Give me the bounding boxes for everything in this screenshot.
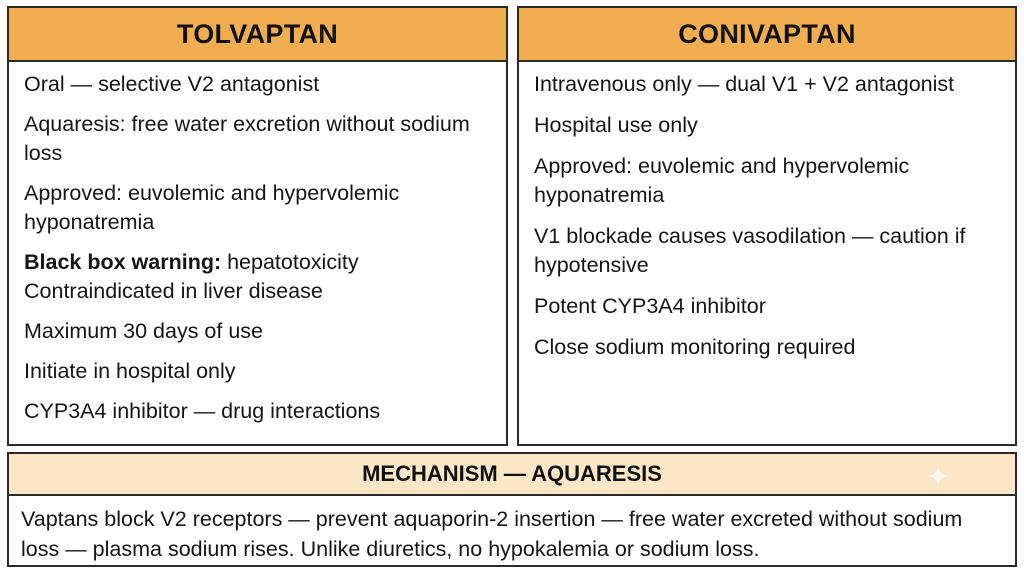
conivaptan-item-text: V1 blockade causes vasodilation — caution if hypotensive [534,224,966,277]
tolvaptan-item [24,397,492,426]
tolvaptan-item-lead: Approved: [24,181,123,205]
tolvaptan-item-text: Aquaresis: free water excretion without sodium loss [24,112,470,165]
conivaptan-item-text: Close sodium monitoring required [534,335,856,359]
conivaptan-item [534,70,1001,99]
tolvaptan-item [24,357,492,386]
tolvaptan-list [9,62,506,426]
conivaptan-item-text: euvolemic and hypervolemic hyponatremia [534,154,910,207]
tolvaptan-item-text: Initiate in hospital only [24,359,236,383]
conivaptan-item-text: Intravenous only — dual V1 + V2 antagonist [534,72,955,96]
tolvaptan-item [24,110,492,168]
tolvaptan-item-text: CYP3A4 inhibitor — drug interactions [24,399,381,423]
tolvaptan-item [24,70,492,99]
tolvaptan-item-text: Maximum 30 days of use [24,319,263,343]
tolvaptan-panel [7,6,508,446]
conivaptan-item [534,222,1001,280]
conivaptan-item-text: Potent CYP3A4 inhibitor [534,294,766,318]
conivaptan-item-lead: Approved: [534,154,633,178]
conivaptan-panel [517,6,1017,446]
mechanism-panel [7,452,1017,567]
conivaptan-list [519,62,1015,362]
tolvaptan-item-text: Oral — selective V2 antagonist [24,72,320,96]
tolvaptan-item-text: euvolemic and hypervolemic hyponatremia [24,181,400,234]
tolvaptan-item [24,317,492,346]
conivaptan-item [534,333,1001,362]
conivaptan-title: CONIVAPTAN [519,8,1015,62]
tolvaptan-item-text: hepatotoxicity Contraindicated in liver disease [24,250,359,303]
tolvaptan-item [24,179,492,237]
sparkle-icon [924,462,952,490]
tolvaptan-item-lead: Black box warning: [24,250,222,274]
mechanism-text: Vaptans block V2 receptors — prevent aquaporin-2 insertion — free water excreted without sodium loss — plasma sodium rises. Unlike diuretics, no hypokalemia or sodium loss. [21,507,963,561]
conivaptan-item [534,292,1001,321]
mechanism-title: MECHANISM — AQUARESIS [9,454,1015,496]
conivaptan-item [534,152,1001,210]
conivaptan-item [534,111,1001,140]
conivaptan-item-text: Hospital use only [534,113,698,137]
tolvaptan-item [24,248,492,306]
tolvaptan-title: TOLVAPTAN [9,8,506,62]
